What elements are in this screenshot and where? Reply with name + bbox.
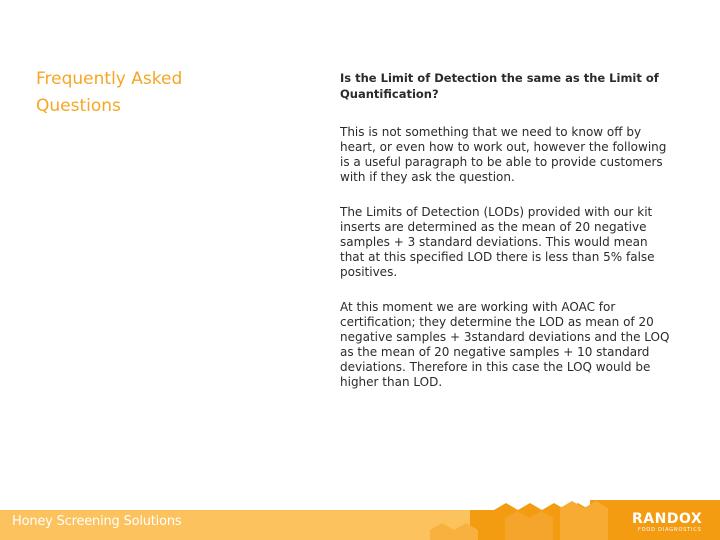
slide-content bbox=[340, 70, 672, 410]
randox-logo bbox=[632, 512, 708, 536]
footer-bar bbox=[0, 500, 720, 540]
paragraph-3: At this moment we are working with AOAC for certification; they determine the LOD as mean of 20 negative samples + 3standard deviations and the LOQ as the mean of 20 negative samples + 10 standard deviations. Therefore in this case the LOQ would be higher than LOD. bbox=[340, 300, 670, 389]
paragraph-1: This is not something that we need to know off by heart, or even how to work out, however the following is a useful paragraph to be able to provide customers with if they ask the question. bbox=[340, 125, 667, 184]
footer-label: Honey Screening Solutions bbox=[12, 514, 182, 529]
slide-title: Frequently Asked Questions bbox=[36, 69, 183, 116]
logo-subtitle: FOOD DIAGNOSTICS bbox=[638, 527, 702, 533]
logo-wordmark: RANDOX bbox=[632, 511, 703, 527]
paragraph-2: The Limits of Detection (LODs) provided with our kit inserts are determined as the mean of 20 negative samples + 3 standard deviations. This would mean that at this specified LOD there is less than 5% false positives. bbox=[340, 205, 655, 279]
question-heading: Is the Limit of Detection the same as the Limit of Quantification? bbox=[340, 71, 659, 101]
